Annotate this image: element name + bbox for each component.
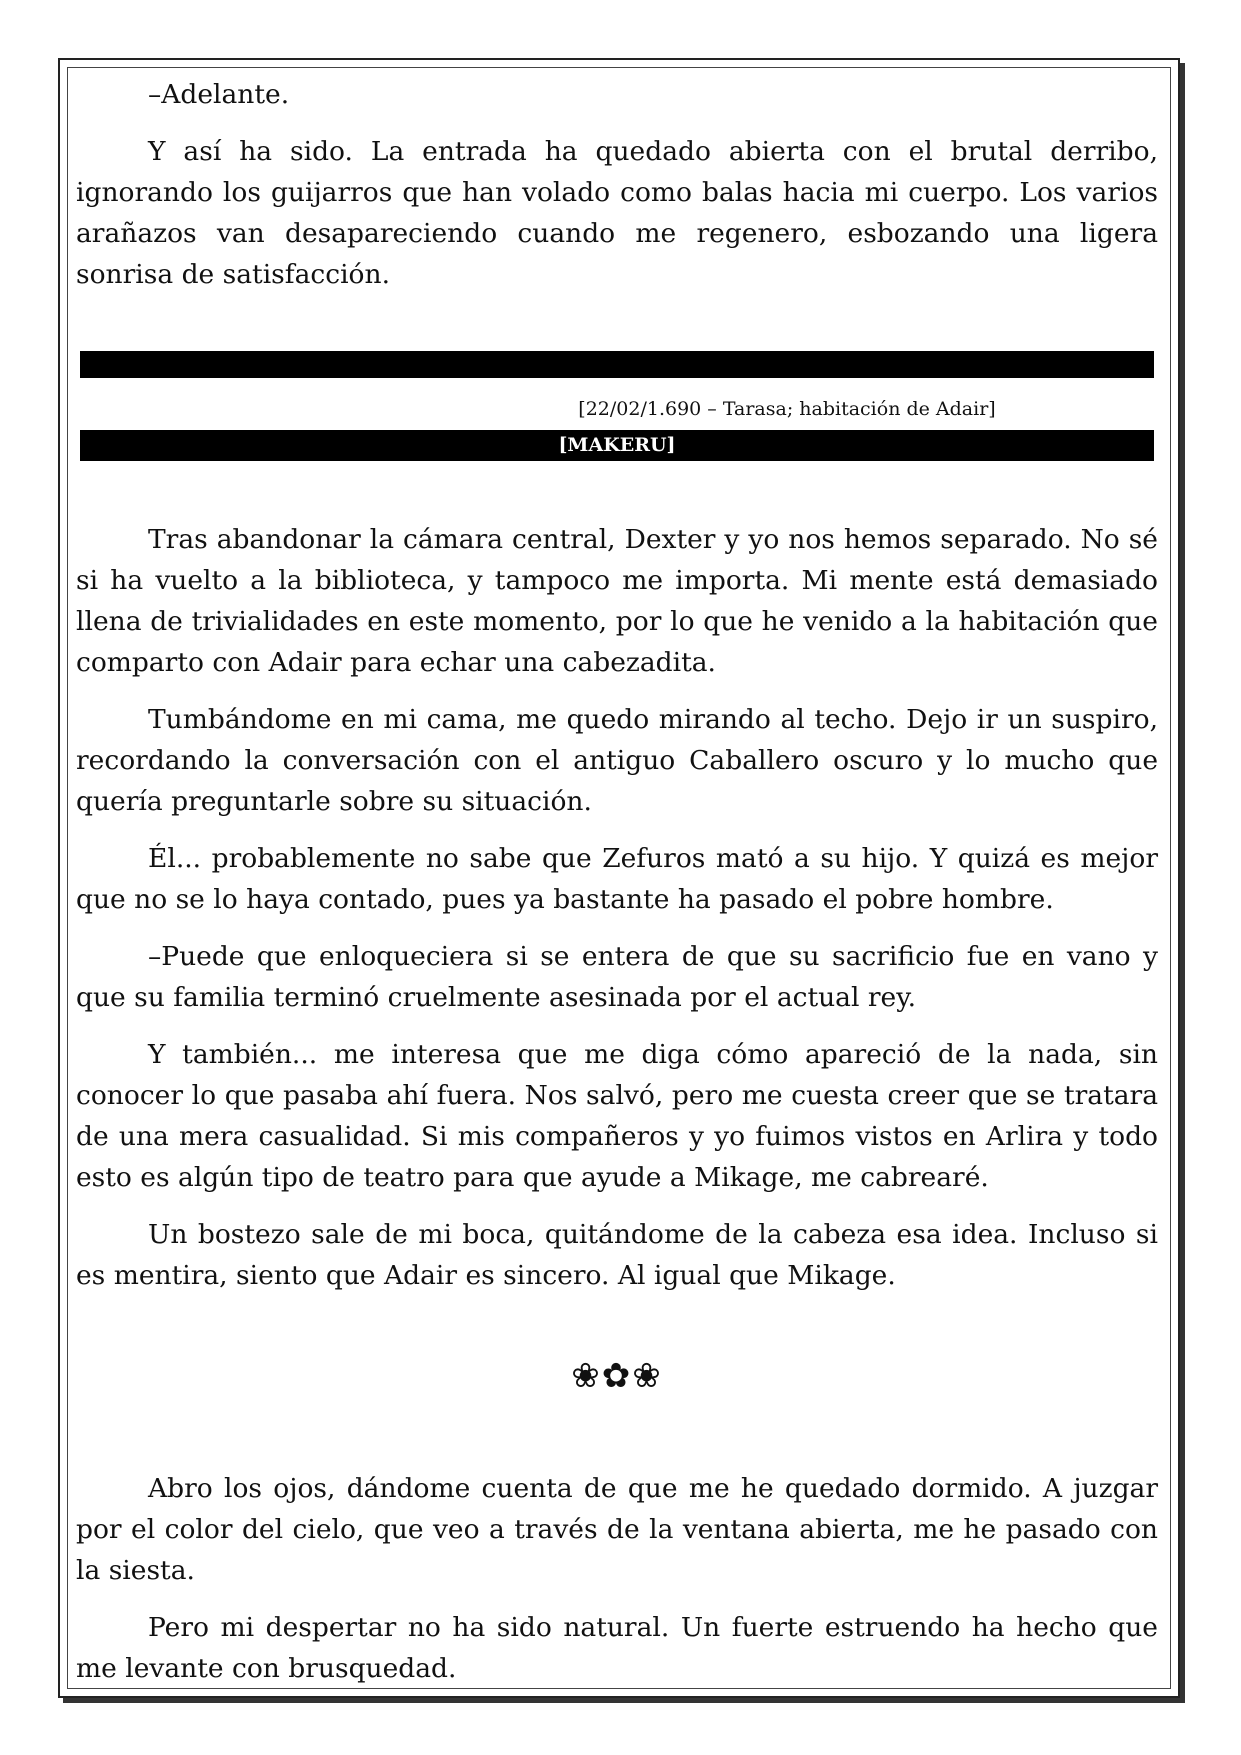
- scene-divider-bar: [80, 351, 1154, 378]
- paragraph: –Puede que enloqueciera si se entera de que su sacrificio fue en vano y que su familia terminó cruelmente asesinada por el actual rey.: [76, 941, 1158, 1013]
- paragraph: Y también... me interesa que me diga cómo apareció de la nada, sin conocer lo que pasaba ahí fuera. Nos salvó, pero me cuesta creer que se tratara de una mera casualidad. Si mis compañeros y yo fuimos vistos en Arlira y todo esto es algún tipo de teatro para que ayude a Mikage, me cabrearé.: [76, 1039, 1158, 1193]
- paragraph: Tras abandonar la cámara central, Dexter y yo nos hemos separado. No sé si ha vuelto a la biblioteca, y tampoco me importa. Mi mente está demasiado llena de trivialidades en este momento, por lo que he venido a la habitación que comparto con Adair para echar una cabezadita.: [76, 524, 1158, 678]
- paragraph: Y así ha sido. La entrada ha quedado abierta con el brutal derribo, ignorando los guijarros que han volado como balas hacia mi cuerpo. Los varios arañazos van desapareciendo cuando me regenero, esbozando una ligera sonrisa de satisfacción.: [76, 136, 1158, 290]
- flower-separator: ❀✿❀: [571, 1356, 663, 1396]
- scene-dateline: [22/02/1.690 – Tarasa; habitación de Adair]: [578, 398, 996, 420]
- paragraph: –Adelante.: [148, 79, 290, 110]
- paragraph: Un bostezo sale de mi boca, quitándome de la cabeza esa idea. Incluso si es mentira, siento que Adair es sincero. Al igual que Mikage.: [76, 1219, 1158, 1291]
- page-frame: [58, 58, 1180, 1698]
- paragraph: Él... probablemente no sabe que Zefuros mató a su hijo. Y quizá es mejor que no se lo haya contado, pues ya bastante ha pasado el pobre hombre.: [76, 843, 1158, 915]
- page-content: [76, 74, 1158, 1705]
- paragraph: Tumbándome en mi cama, me quedo mirando al techo. Dejo ir un suspiro, recordando la conversación con el antiguo Caballero oscuro y lo mucho que quería preguntarle sobre su situación.: [76, 704, 1158, 817]
- paragraph: Abro los ojos, dándome cuenta de que me he quedado dormido. A juzgar por el color del cielo, que veo a través de la ventana abierta, me he pasado con la siesta.: [76, 1473, 1158, 1586]
- paragraph: Pero mi despertar no ha sido natural. Un fuerte estruendo ha hecho que me levante con brusquedad.: [76, 1612, 1158, 1684]
- narrator-banner: [MAKERU]: [80, 430, 1154, 461]
